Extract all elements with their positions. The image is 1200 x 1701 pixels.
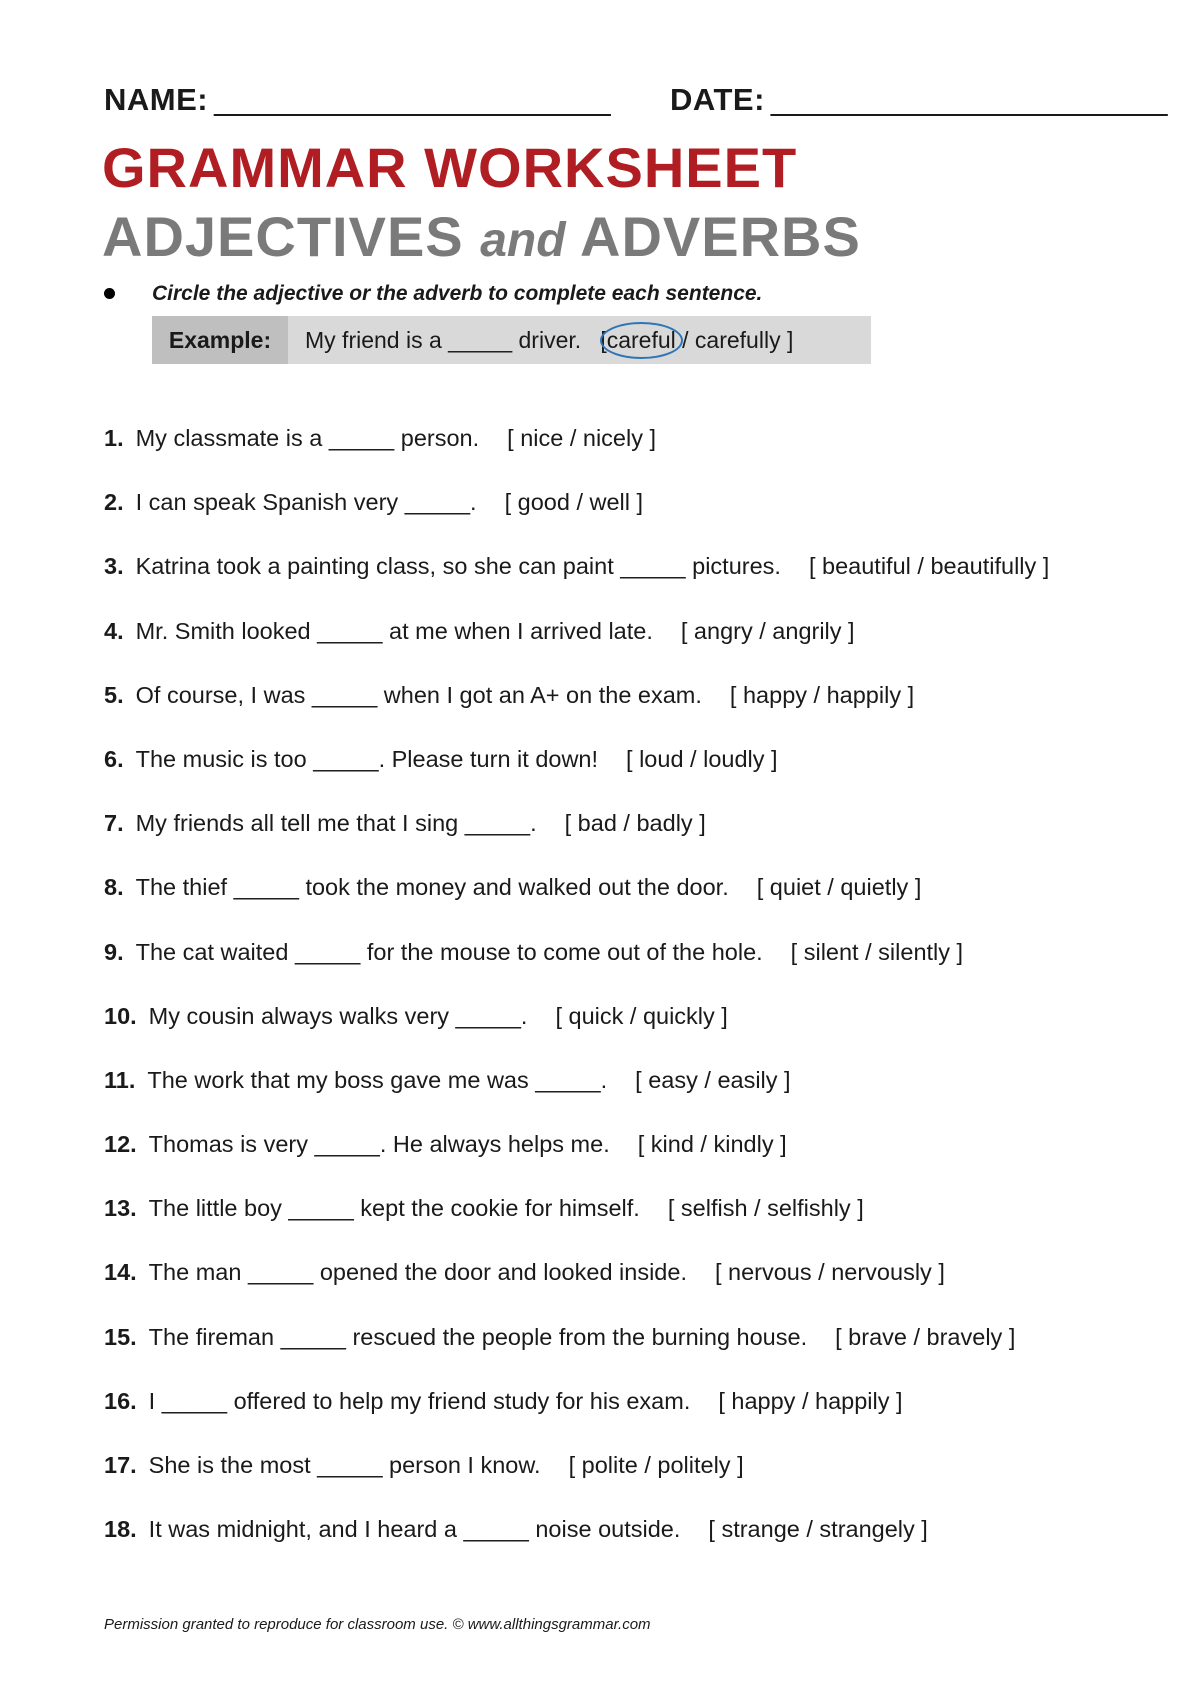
- question-text: The thief _____ took the money and walked out the door.: [135, 874, 729, 901]
- question-options[interactable]: [ quiet / quietly ]: [756, 874, 922, 901]
- question-item: [104, 746, 1104, 810]
- subtitle-adjectives: ADJECTIVES: [102, 205, 464, 268]
- date-blank[interactable]: _______________________: [770, 82, 1168, 117]
- question-options[interactable]: [ selfish / selfishly ]: [667, 1195, 864, 1222]
- question-item: [104, 810, 1104, 874]
- question-number: 3.: [104, 553, 124, 580]
- example-text: My friend is a _____ driver.: [305, 327, 582, 353]
- question-number: 15.: [104, 1323, 137, 1350]
- name-label: NAME:: [104, 82, 209, 117]
- question-number: 9.: [104, 938, 124, 965]
- worksheet-subtitle: [102, 204, 861, 269]
- example-label: Example:: [152, 316, 288, 364]
- question-item: [104, 489, 1104, 553]
- question-item: [104, 1388, 1104, 1452]
- question-number: 14.: [104, 1259, 137, 1286]
- question-list: [104, 425, 1104, 1580]
- question-options[interactable]: [ good / well ]: [504, 489, 644, 516]
- question-item: [104, 1516, 1104, 1580]
- question-text: Mr. Smith looked _____ at me when I arrived late.: [135, 617, 653, 644]
- question-text: The fireman _____ rescued the people from the burning house.: [148, 1323, 808, 1350]
- question-options[interactable]: [ bad / badly ]: [564, 810, 706, 837]
- name-field: [104, 82, 611, 118]
- date-field: [670, 82, 1167, 118]
- instruction-text: Circle the adjective or the adverb to complete each sentence.: [152, 282, 763, 305]
- question-options[interactable]: [ polite / politely ]: [568, 1452, 744, 1478]
- answer-circle-icon: [600, 322, 683, 359]
- example-options-open: [: [600, 327, 607, 353]
- example-circled-option: [607, 316, 676, 364]
- example-circled-text: careful: [606, 327, 676, 353]
- question-number: 7.: [104, 810, 124, 837]
- question-item: [104, 1067, 1104, 1131]
- question-number: 1.: [104, 425, 124, 451]
- bullet-icon: [104, 288, 115, 299]
- question-options[interactable]: [ loud / loudly ]: [626, 745, 778, 772]
- question-number: 13.: [104, 1195, 137, 1222]
- question-item: [104, 1131, 1104, 1195]
- question-options[interactable]: [ nervous / nervously ]: [714, 1259, 945, 1286]
- question-text: The man _____ opened the door and looked inside.: [148, 1259, 687, 1286]
- question-options[interactable]: [ silent / silently ]: [790, 938, 964, 965]
- question-text: The music is too _____. Please turn it down!: [135, 745, 599, 772]
- question-number: 12.: [104, 1131, 137, 1158]
- question-item: [104, 939, 1104, 1003]
- example-box: [152, 316, 871, 364]
- question-text: Thomas is very _____. He always helps me.: [148, 1131, 610, 1158]
- footer-credit: Permission granted to reproduce for classroom use. © www.allthingsgrammar.com: [104, 1616, 651, 1633]
- question-options[interactable]: [ happy / happily ]: [729, 681, 915, 708]
- question-number: 17.: [104, 1452, 137, 1478]
- question-text: My cousin always walks very _____.: [148, 1002, 528, 1029]
- subtitle-and: and: [480, 214, 566, 267]
- question-item: [104, 553, 1104, 617]
- question-text: The cat waited _____ for the mouse to come out of the hole.: [135, 938, 763, 965]
- question-number: 2.: [104, 489, 124, 516]
- worksheet-title: GRAMMAR WORKSHEET: [102, 136, 798, 199]
- question-options[interactable]: [ kind / kindly ]: [637, 1131, 787, 1158]
- question-number: 16.: [104, 1387, 137, 1414]
- question-text: I can speak Spanish very _____.: [135, 489, 477, 516]
- example-sentence: [305, 316, 793, 364]
- question-text: She is the most _____ person I know.: [148, 1452, 541, 1478]
- question-options[interactable]: [ angry / angrily ]: [680, 617, 855, 644]
- question-number: 5.: [104, 681, 124, 708]
- question-number: 4.: [104, 617, 124, 644]
- question-item: [104, 874, 1104, 938]
- question-item: [104, 1259, 1104, 1323]
- question-text: It was midnight, and I heard a _____ noise outside.: [148, 1516, 681, 1543]
- question-text: Of course, I was _____ when I got an A+ on the exam.: [135, 681, 702, 708]
- date-label: DATE:: [670, 82, 765, 117]
- question-item: [104, 425, 1104, 489]
- question-options[interactable]: [ brave / bravely ]: [835, 1323, 1016, 1350]
- question-text: My friends all tell me that I sing _____.: [135, 810, 537, 837]
- name-blank[interactable]: _______________________: [214, 82, 611, 117]
- header-row: [104, 82, 1168, 126]
- subtitle-adverbs: ADVERBS: [580, 205, 861, 268]
- question-options[interactable]: [ strange / strangely ]: [708, 1516, 928, 1543]
- question-options[interactable]: [ beautiful / beautifully ]: [808, 553, 1050, 580]
- question-item: [104, 1003, 1104, 1067]
- question-number: 18.: [104, 1516, 137, 1543]
- question-number: 8.: [104, 874, 124, 901]
- question-item: [104, 682, 1104, 746]
- question-options[interactable]: [ easy / easily ]: [635, 1066, 791, 1093]
- question-item: [104, 1324, 1104, 1388]
- question-text: I _____ offered to help my friend study for his exam.: [148, 1387, 691, 1414]
- question-number: 11.: [104, 1066, 136, 1093]
- question-item: [104, 1452, 1104, 1516]
- question-number: 6.: [104, 745, 124, 772]
- question-text: Katrina took a painting class, so she can paint _____ pictures.: [135, 553, 781, 580]
- question-item: [104, 618, 1104, 682]
- question-text: The little boy _____ kept the cookie for himself.: [148, 1195, 640, 1222]
- question-text: My classmate is a _____ person.: [135, 425, 480, 451]
- question-item: [104, 1195, 1104, 1259]
- question-number: 10.: [104, 1002, 137, 1029]
- question-options[interactable]: [ happy / happily ]: [718, 1387, 903, 1414]
- question-options[interactable]: [ quick / quickly ]: [555, 1002, 728, 1029]
- example-options-rest: / carefully ]: [682, 327, 794, 353]
- question-options[interactable]: [ nice / nicely ]: [507, 425, 657, 451]
- question-text: The work that my boss gave me was _____.: [147, 1066, 608, 1093]
